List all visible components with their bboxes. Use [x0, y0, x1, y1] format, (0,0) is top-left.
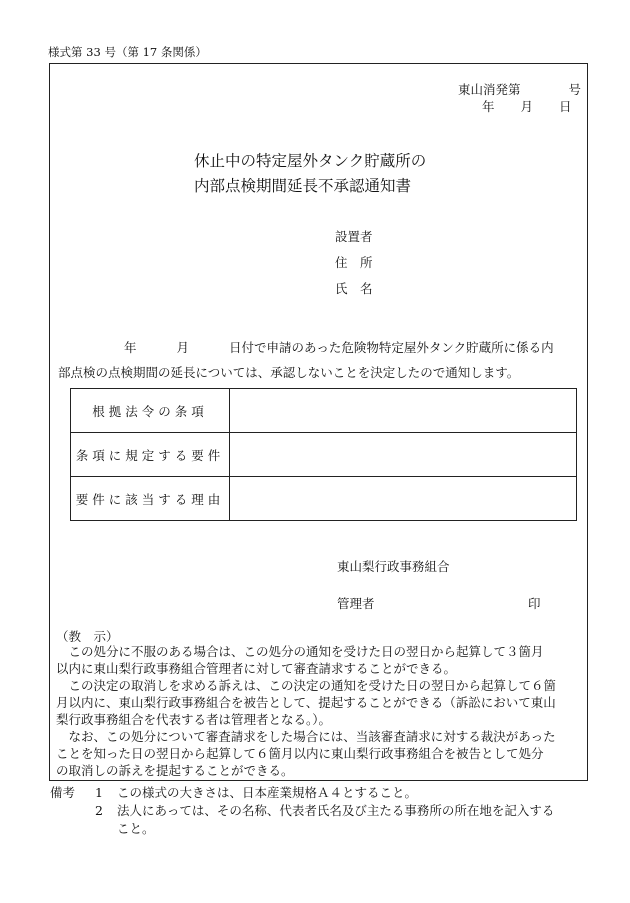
row-value-field[interactable] [230, 389, 577, 433]
remarks-number: 1 [95, 785, 103, 800]
row-label: 根拠法令の条項 [71, 389, 230, 433]
instruction-line: 以内に東山梨行政事務組合管理者に対して審査請求することができる。 [56, 661, 457, 676]
row-value-field[interactable] [230, 477, 577, 521]
seal-mark: 印 [528, 596, 541, 611]
instruction-line: 月以内に、東山梨行政事務組合を被告として、提起することができる（訴訟において東山 [56, 695, 556, 710]
issuer-organization: 東山梨行政事務組合 [337, 559, 450, 574]
document-number [458, 80, 581, 98]
form-number: 様式第 33 号（第 17 条関係） [48, 45, 207, 59]
table-row [71, 389, 577, 433]
instruction-line: ことを知った日の翌日から起算して６箇月以内に東山梨行政事務組合を被告として処分 [56, 746, 544, 761]
date-month: 月 [520, 99, 534, 114]
title-line-2: 内部点検期間延長不承認通知書 [194, 177, 412, 195]
doc-number-suffix: 号 [568, 82, 582, 97]
remarks-heading: 備考 [50, 785, 76, 800]
remarks-text-cont: こと。 [117, 821, 155, 836]
issue-date [482, 97, 572, 115]
body-line-2: 部点検の点検期間の延長については、承認しないことを決定したので通知します。 [58, 365, 520, 380]
remarks [50, 784, 554, 838]
row-value-field[interactable] [230, 433, 577, 477]
remarks-text: 法人にあっては、その名称、代表者氏名及び主たる事務所の所在地を記入する [117, 803, 555, 818]
body-line-1 [124, 338, 554, 356]
body-year: 年 [124, 340, 137, 355]
instruction-line: この決定の取消しを求める訴えは、この決定の通知を受けた日の翌日から起算して６箇 [56, 678, 557, 693]
table-row [71, 477, 577, 521]
instruction-line: なお、この処分について審査請求をした場合には、当該審査請求に対する裁決があった [56, 729, 556, 744]
row-label: 条項に規定する要件 [71, 433, 230, 477]
instruction-text [56, 643, 586, 779]
body-line-1-text: 日付で申請のあった危険物特定屋外タンク貯蔵所に係る内 [229, 340, 554, 355]
title-line-1: 休止中の特定屋外タンク貯蔵所の [194, 152, 427, 170]
remarks-item-continuation [50, 820, 554, 838]
address-label: 住 所 [335, 255, 373, 270]
grounds-table [70, 388, 577, 521]
doc-number-prefix: 東山消発第 [458, 82, 521, 97]
remarks-item [50, 802, 554, 820]
issuer-manager: 管理者 [337, 596, 375, 611]
date-year: 年 [482, 99, 495, 114]
instruction-line: この処分に不服のある場合は、この処分の通知を受けた日の翌日から起算して３箇月 [56, 644, 544, 659]
name-label: 氏 名 [335, 281, 373, 296]
date-day: 日 [559, 99, 572, 114]
document-title [194, 149, 426, 199]
remarks-number: 2 [95, 803, 103, 818]
instruction-heading: （教 示） [56, 629, 119, 644]
instruction-line: の取消しの訴えを提起することができる。 [56, 763, 294, 778]
row-label: 要件に該当する理由 [71, 477, 230, 521]
installer-label: 設置者 [335, 229, 373, 244]
remarks-item [50, 784, 554, 802]
body-month: 月 [176, 340, 190, 355]
remarks-text: この様式の大きさは、日本産業規格Ａ４とすること。 [117, 785, 418, 800]
table-row [71, 433, 577, 477]
instruction-line: 梨行政事務組合を代表する者は管理者となる。）。 [56, 712, 332, 727]
